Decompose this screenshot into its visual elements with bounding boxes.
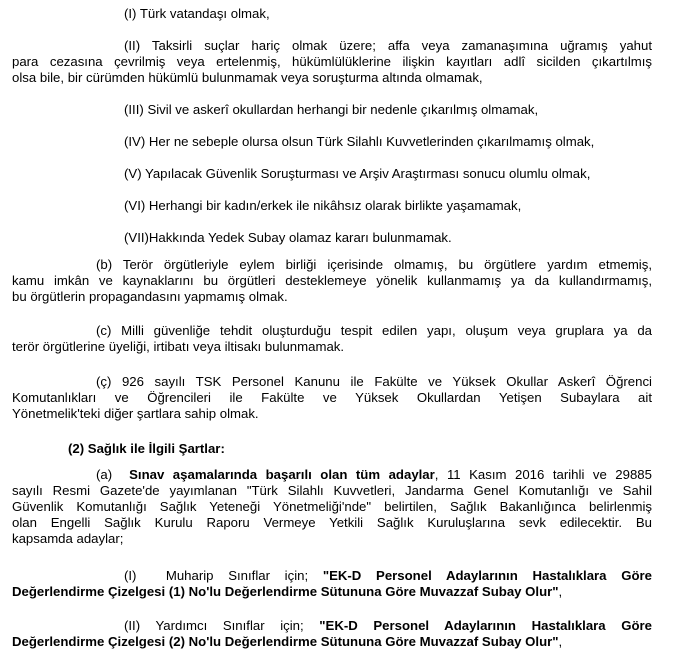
item-vii: (VII)Hakkında Yedek Subay olamaz kararı bulunmamak.	[124, 230, 452, 245]
item-ii-line-1: (II) Taksirli suçlar hariç olmak üzere; affa veya zamanaşımına uğramış yahut	[124, 38, 652, 53]
item-vi: (VI) Herhangi bir kadın/erkek ile nikâhsız olarak birlikte yaşamamak,	[124, 198, 522, 213]
paragraph-cc-line-2: Komutanlıkları ve Öğrencileri ile Fakülte ve Yüksek Okullardan Yetişen Subaylara ait	[12, 390, 652, 405]
paragraph-health-ii	[12, 618, 652, 650]
health-i-line-1	[12, 568, 652, 584]
paragraph-b-line-2: kamu imkân ve kaynaklarını bu örgütleri desteklemeye yönelik kullanmamış ya da kullandırmamış,	[12, 273, 652, 288]
paragraph-b	[12, 257, 652, 305]
health-ii-line-2	[12, 634, 652, 650]
health-i-bold-2: Değerlendirme Çizelgesi (1) No'lu Değerlendirme Sütununa Göre Muvazzaf Subay Olur"	[12, 584, 559, 599]
paragraph-b-line-3: bu örgütlerin propagandasını yapmamış olmak.	[12, 289, 288, 304]
health-i-tail: ,	[558, 584, 563, 599]
paragraph-c	[12, 323, 652, 355]
item-ii-line-2: para cezasına çevrilmiş veya ertelenmiş, hükümlülüklerine ilişkin kayıtları adlî sicilden çıkartılmış	[12, 54, 652, 69]
health-i-line-2	[12, 584, 652, 600]
health-i-prefix: (I) Muharip Sınıflar için;	[124, 568, 323, 583]
paragraph-health-a	[12, 467, 652, 547]
item-iii: (III) Sivil ve askerî okullardan herhangi bir nedenle çıkarılmış olmamak,	[124, 102, 539, 117]
item-iv: (IV) Her ne sebeple olursa olsun Türk Silahlı Kuvvetlerinden çıkarılmamış olmak,	[124, 134, 595, 149]
item-v: (V) Yapılacak Güvenlik Soruşturması ve Arşiv Araştırması sonucu olumlu olmak,	[124, 166, 591, 181]
health-ii-bold-2: Değerlendirme Çizelgesi (2) No'lu Değerlendirme Sütununa Göre Muvazzaf Subay Olur"	[12, 634, 559, 649]
health-a-rest: , 11 Kasım 2016 tarihli ve 29885	[434, 467, 652, 482]
health-a-line-4: olan Engelli Sağlık Kurulu Raporu Vermeye Yetkili Sağlık Kuruluşlarına sevk edilecektir. Bu	[12, 515, 652, 530]
health-a-bold: Sınav aşamalarında başarılı olan tüm adaylar	[129, 467, 435, 482]
health-i-bold-1: "EK-D Personel Adaylarının Hastalıklara Göre	[322, 568, 653, 583]
health-ii-tail: ,	[558, 634, 563, 649]
item-i: (I) Türk vatandaşı olmak,	[124, 6, 270, 21]
paragraph-c-line-1: (c) Milli güvenliğe tehdit oluşturduğu tespit edilen yapı, oluşum veya gruplara ya da	[96, 323, 652, 338]
health-ii-bold-1: "EK-D Personel Adaylarının Hastalıklara Göre	[319, 618, 653, 633]
health-ii-line-1	[12, 618, 652, 634]
health-a-line-3: Güvenlik Komutanlığı Sağlık Yeteneği Yönetmeliği'nde" belirtilen, Sağlık Bakanlığınca belirlenmiş	[12, 499, 652, 514]
paragraph-b-line-1: (b) Terör örgütleriyle eylem birliği içerisinde olmamış, bu örgütlere yardım etmemiş,	[96, 257, 652, 272]
paragraph-cc-line-3: Yönetmelik'teki diğer şartlara sahip olmak.	[12, 406, 259, 421]
paragraph-health-i	[12, 568, 652, 600]
health-a-prefix: (a)	[96, 467, 130, 482]
paragraph-cc-line-1: (ç) 926 sayılı TSK Personel Kanunu ile Fakülte ve Yüksek Okullar Askerî Öğrenci	[96, 374, 652, 389]
paragraph-c-line-2: terör örgütlerine üyeliği, irtibatı veya iltisakı bulunmamak.	[12, 339, 345, 354]
health-a-line-2: sayılı Resmi Gazete'de yayımlanan "Türk Silahlı Kuvvetleri, Jandarma Genel Komutanlığı ve Sahil	[12, 483, 652, 498]
health-a-line-1	[12, 467, 652, 483]
item-ii	[12, 38, 652, 86]
section-heading-health: (2) Sağlık ile İlgili Şartlar:	[68, 441, 225, 456]
item-ii-line-3: olsa bile, bir cürümden hükümlü bulunmamak veya soruşturma altında olmamak,	[12, 70, 483, 85]
health-ii-prefix: (II) Yardımcı Sınıflar için;	[124, 618, 320, 633]
health-a-line-5: kapsamda adaylar;	[12, 531, 124, 546]
paragraph-cc	[12, 374, 652, 422]
